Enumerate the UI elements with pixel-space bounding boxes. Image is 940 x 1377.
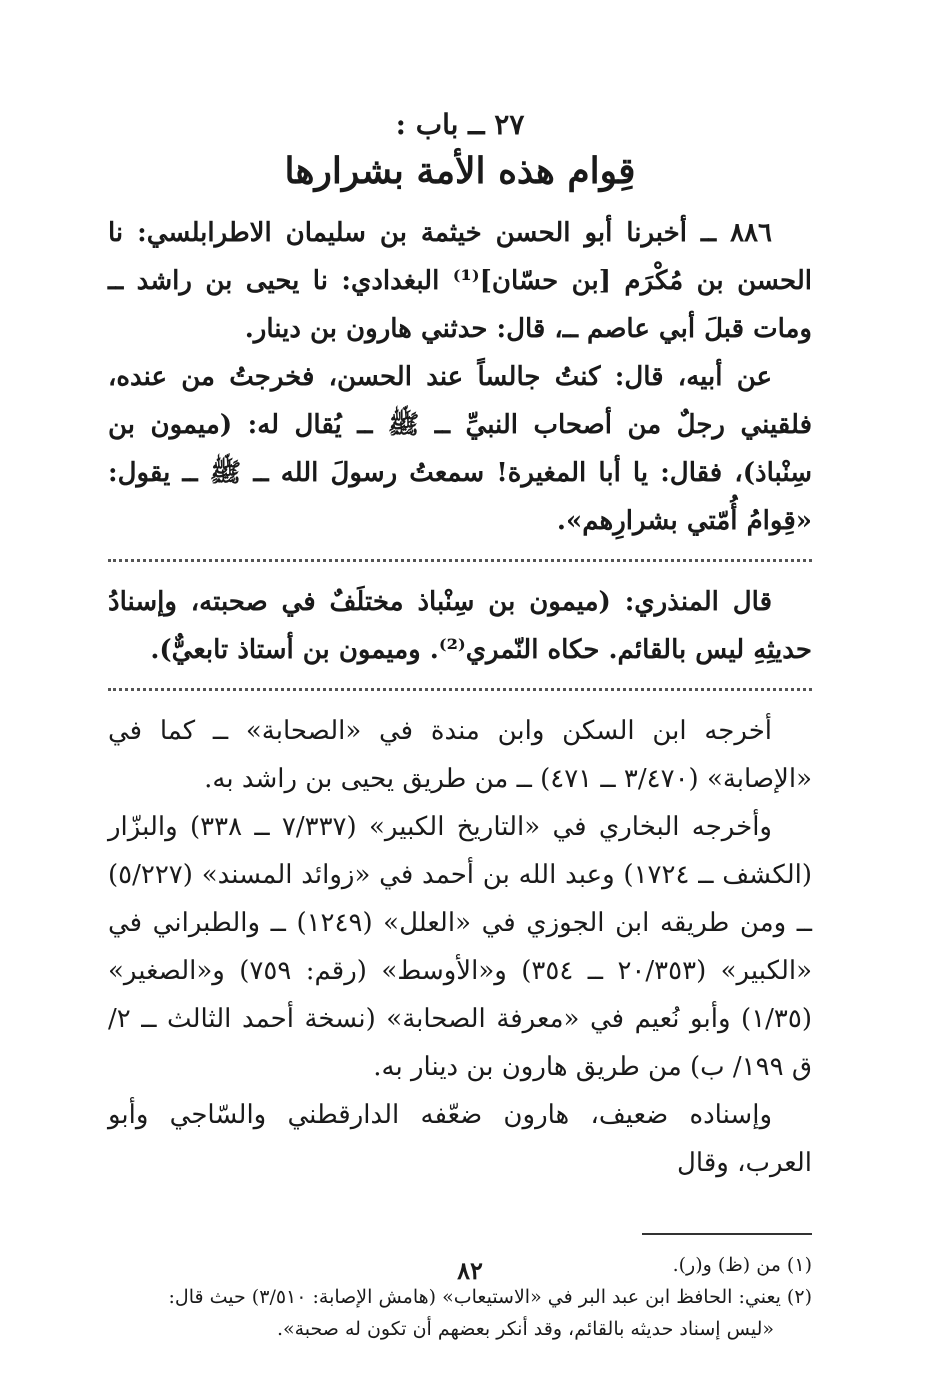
dotted-divider <box>108 688 812 691</box>
takhrij-paragraph: أخرجه ابن السكن وابن مندة في «الصحابة» ــ كما في «الإصابة» (٣/٤٧٠ ــ ٤٧١) ــ من طريق يحيى بن راشد به. <box>108 716 812 794</box>
hadith-isnad: ٨٨٦ ــ أخبرنا أبو الحسن خيثمة بن سليمان الاطرابلسي: نا الحسن بن مُكْرَم [بن حسّان]⁽¹⁾ البغدادي: نا يحيى بن راشد ــ ومات قبلَ أبي عاصم ــ، قال: حدثني هارون بن دينار. <box>108 218 812 344</box>
takhrij-paragraph: وأخرجه البخاري في «التاريخ الكبير» (٧/٣٣٧ ــ ٣٣٨) والبزّار (الكشف ــ ١٧٢٤) وعبد الله بن أحمد في «زوائد المسند» (٥/٢٢٧) ــ ومن طريقه ابن الجوزي في «العلل» (١٢٤٩) ــ والطبراني في «الكبير» (٢٠/٣٥٣ ــ ٣٥٤) و«الأوسط» (رقم: ٧٥٩) و«الصغير» (١/٣٥) وأبو نُعيم في «معرفة الصحابة» (نسخة أحمد الثالث ــ ٢/ ق ١٩٩/ ب) من طريق هارون بن دينار به. <box>108 812 813 1082</box>
mundhiri-comment: قال المنذري: (ميمون بن سِنْباذ مختلَفٌ في صحبته، وإسنادُ حديثِهِ ليس بالقائم. حكاه النّمري⁽²⁾. وميمون بن أستاذ تابعيٌّ). <box>108 587 812 665</box>
takhrij-paragraph: وإسناده ضعيف، هارون ضعّفه الدارقطني والسّاجي وأبو العرب، وقال <box>108 1100 812 1178</box>
footnote-1: (١) من (ظ) و(ر). <box>672 1254 812 1276</box>
footnote-2-continuation: «ليس إسناد حديثه بالقائم، وقد أنكر بعضهم أن تكون له صحبة». <box>276 1318 774 1340</box>
document-page <box>108 105 812 1345</box>
dotted-divider <box>108 559 812 562</box>
footnote-2: (٢) يعني: الحافظ ابن عبد البر في «الاستيعاب» (هامش الإصابة: ٣/٥١٠) حيث قال: <box>168 1286 812 1308</box>
chapter-title: قِوام هذه الأمة بشرارها <box>284 150 636 192</box>
chapter-number: ٢٧ ــ باب : <box>395 108 525 141</box>
page-number: ٨٢ <box>457 1256 483 1285</box>
footnote-rule <box>642 1233 812 1235</box>
hadith-matn: عن أبيه، قال: كنتُ جالساً عند الحسن، فخرجتُ من عنده، فلقيني رجلٌ من أصحاب النبيِّ ــ ﷺ ــ يُقال له: (ميمون بن سِنْباذ)، فقال: يا أبا المغيرة! سمعتُ رسولَ الله ــ ﷺ ــ يقول: «قِوامُ أُمّتي بشرارِهم». <box>108 362 812 536</box>
